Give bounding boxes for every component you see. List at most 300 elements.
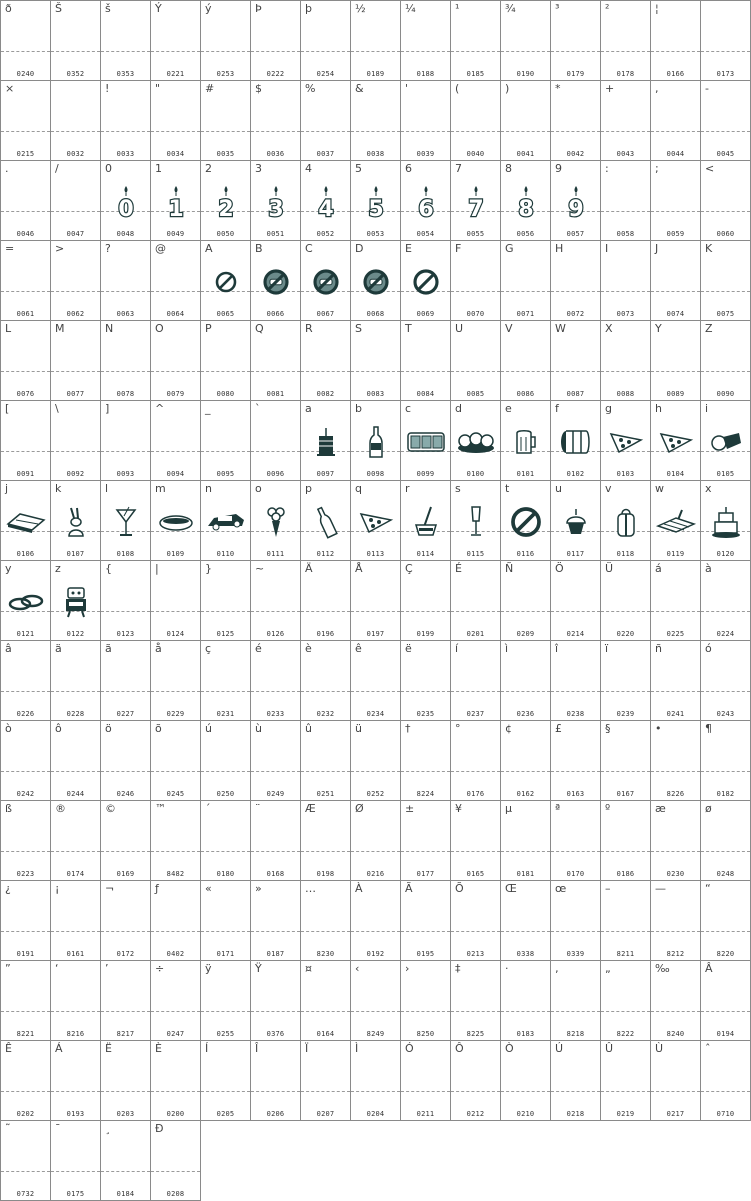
glyph-code-label: 0187 — [266, 950, 285, 958]
glyph-code-label: 0190 — [516, 70, 535, 78]
glyph-code-label: 0207 — [316, 1110, 335, 1118]
glyph-cell — [250, 160, 301, 241]
glyph-cell — [250, 800, 301, 881]
baseline-divider — [551, 691, 600, 692]
baseline-divider — [701, 1011, 750, 1012]
glyph-character-label: ç — [205, 642, 212, 655]
glyph-character-label: × — [5, 82, 15, 95]
glyph-cell — [600, 320, 651, 401]
glyph-cell — [250, 640, 301, 721]
glyph-character-label: Ñ — [505, 562, 514, 575]
glyph-cell — [0, 560, 51, 641]
glyph-code-label: 0110 — [216, 550, 235, 558]
glyph-code-label: 0095 — [216, 470, 235, 478]
glyph-character-label: . — [5, 162, 9, 175]
glyph-character-label: º — [605, 802, 611, 815]
glyph-character-label: ¢ — [505, 722, 512, 735]
glyph-code-label: 0242 — [16, 790, 35, 798]
glyph-character-label: y — [5, 562, 12, 575]
glyph-character-label: « — [205, 882, 212, 895]
baseline-divider — [651, 291, 700, 292]
glyph-character-label: “ — [705, 882, 711, 895]
baseline-divider — [1, 771, 50, 772]
glyph-character-label: ® — [55, 802, 66, 815]
glyph-code-label: 0217 — [666, 1110, 685, 1118]
glyph-code-label: 8482 — [166, 870, 185, 878]
glyph-character-label: ¤ — [305, 962, 312, 975]
glyph-character-label: … — [305, 882, 316, 895]
glyph-code-label: 0053 — [366, 230, 385, 238]
baseline-divider — [151, 691, 200, 692]
glyph-code-label: 0247 — [166, 1030, 185, 1038]
glyph-character-label: 1 — [155, 162, 162, 175]
glyph-code-label: 0178 — [616, 70, 635, 78]
glyph-character-label: ½ — [355, 2, 366, 15]
glyph-character-label: U — [455, 322, 464, 335]
glyph-character-label: P — [205, 322, 212, 335]
baseline-divider — [301, 371, 350, 372]
baseline-divider — [201, 691, 250, 692]
glyph-cell — [550, 720, 601, 801]
baseline-divider — [251, 371, 300, 372]
glyph-cell — [700, 560, 751, 641]
glyph-character-label: Í — [205, 1042, 209, 1055]
glyph-cell — [300, 1040, 351, 1121]
glyph-code-label: 0236 — [516, 710, 535, 718]
glyph-code-label: 0084 — [416, 390, 435, 398]
glyph-cell — [150, 640, 201, 721]
glyph-cell — [350, 480, 401, 561]
glyph-character-label: 0 — [105, 162, 112, 175]
baseline-divider — [51, 291, 100, 292]
glyph-character-label: Ú — [555, 1042, 564, 1055]
glyph-cell — [550, 400, 601, 481]
baseline-divider — [601, 1091, 650, 1092]
baseline-divider — [1, 131, 50, 132]
baseline-divider — [301, 931, 350, 932]
baseline-divider — [51, 451, 100, 452]
glyph-code-label: 0098 — [366, 470, 385, 478]
glyph-cell — [50, 640, 101, 721]
glyph-code-label: 0096 — [266, 470, 285, 478]
glyph-code-label: 0101 — [516, 470, 535, 478]
glyph-character-label: î — [555, 642, 559, 655]
champagne-glass-icon — [451, 501, 500, 543]
glyph-code-label: 0042 — [566, 150, 585, 158]
glyph-character-label: j — [5, 482, 9, 495]
baseline-divider — [301, 851, 350, 852]
glyph-code-label: 0076 — [16, 390, 35, 398]
glyph-character-label: Ö — [555, 562, 564, 575]
baseline-divider — [551, 611, 600, 612]
glyph-code-label: 0038 — [366, 150, 385, 158]
glyph-code-label: 0088 — [616, 390, 635, 398]
pizza-slice-icon — [651, 421, 700, 463]
glyph-code-label: 0248 — [716, 870, 735, 878]
baseline-divider — [551, 931, 600, 932]
glyph-character-label: M — [55, 322, 65, 335]
glyph-cell — [700, 640, 751, 721]
glyph-character-label: ø — [705, 802, 712, 815]
glyph-character-label: ê — [355, 642, 362, 655]
glyph-code-label: 0041 — [516, 150, 535, 158]
glyph-code-label: 0107 — [66, 550, 85, 558]
glyph-character-label: ¥ — [455, 802, 462, 815]
glyph-character-label: m — [155, 482, 166, 495]
glyph-code-label: 8221 — [16, 1030, 35, 1038]
baseline-divider — [351, 931, 400, 932]
glyph-cell — [550, 800, 601, 881]
baseline-divider — [1, 931, 50, 932]
glyph-character-label: ? — [105, 242, 111, 255]
baseline-divider — [601, 931, 650, 932]
glyph-cell — [400, 640, 451, 721]
baseline-divider — [501, 1011, 550, 1012]
baseline-divider — [451, 771, 500, 772]
glyph-cell — [200, 160, 251, 241]
glyph-cell — [500, 480, 551, 561]
baseline-divider — [301, 771, 350, 772]
glyph-character-label: » — [255, 882, 262, 895]
glyph-code-label: 0732 — [16, 1190, 35, 1198]
glyph-character-label: , — [655, 82, 659, 95]
glyph-cell — [150, 720, 201, 801]
glyph-cell — [350, 800, 401, 881]
baseline-divider — [51, 211, 100, 212]
candle-icon — [101, 181, 150, 223]
glyph-cell — [350, 640, 401, 721]
glyph-character-label: W — [555, 322, 566, 335]
candle-icon — [451, 181, 500, 223]
glyph-cell — [700, 320, 751, 401]
glyph-cell — [450, 880, 501, 961]
glyph-code-label: 0115 — [466, 550, 485, 558]
glyph-cell — [200, 640, 251, 721]
glyph-cell — [200, 0, 251, 81]
glyph-character-label: 8 — [505, 162, 512, 175]
glyph-character-label: ú — [205, 722, 212, 735]
glyph-cell — [50, 880, 101, 961]
glyph-character-label: % — [305, 82, 316, 95]
glyph-character-label: ô — [55, 722, 62, 735]
glyph-character-label: x — [705, 482, 712, 495]
glyph-character-label: _ — [205, 402, 211, 415]
glyph-code-label: 0225 — [666, 630, 685, 638]
glyph-cell — [650, 320, 701, 401]
glyph-character-label: ñ — [655, 642, 662, 655]
glyph-cell — [150, 0, 201, 81]
glyph-character-label: ù — [255, 722, 262, 735]
glyph-cell — [500, 0, 551, 81]
glyph-code-label: 0339 — [566, 950, 585, 958]
glyph-character-label: h — [655, 402, 662, 415]
rabbit-icon — [51, 501, 100, 543]
glyph-character-label: ^ — [155, 402, 165, 415]
baseline-divider — [651, 211, 700, 212]
glyph-code-label: 0181 — [516, 870, 535, 878]
glyph-cell — [500, 880, 551, 961]
glyph-cell — [650, 560, 701, 641]
glyph-cell — [150, 240, 201, 321]
baseline-divider — [701, 851, 750, 852]
glyph-cell — [650, 720, 701, 801]
glyph-cell — [0, 1040, 51, 1121]
glyph-code-label: 0094 — [166, 470, 185, 478]
glyph-code-label: 0097 — [316, 470, 335, 478]
glyph-character-label: ì — [505, 642, 509, 655]
glyph-character-label: ² — [605, 2, 610, 15]
glyph-cell — [300, 160, 351, 241]
glyph-character-label: n — [205, 482, 212, 495]
glyph-cell — [300, 880, 351, 961]
glyph-code-label: 0039 — [416, 150, 435, 158]
glyph-cell — [600, 480, 651, 561]
glyph-character-label: V — [505, 322, 513, 335]
glyph-code-label: 0119 — [666, 550, 685, 558]
glyph-code-label: 0052 — [316, 230, 335, 238]
glyph-code-label: 0203 — [116, 1110, 135, 1118]
glyph-code-label: 0167 — [616, 790, 635, 798]
glyph-cell — [300, 720, 351, 801]
baseline-divider — [601, 51, 650, 52]
glyph-code-label: 0230 — [666, 870, 685, 878]
glyph-character-label: R — [305, 322, 313, 335]
glyph-cell — [100, 400, 151, 481]
glyph-code-label: 0246 — [116, 790, 135, 798]
glyph-cell — [100, 880, 151, 961]
glyph-character-label: Q — [255, 322, 264, 335]
glyph-cell — [350, 1040, 401, 1121]
glyph-code-label: 0238 — [566, 710, 585, 718]
glyph-code-label: 0091 — [16, 470, 35, 478]
baseline-divider — [201, 931, 250, 932]
glyph-code-label: 0204 — [366, 1110, 385, 1118]
glyph-character-label: { — [105, 562, 112, 575]
glyph-code-label: 0161 — [66, 950, 85, 958]
glyph-code-label: 0222 — [266, 70, 285, 78]
baseline-divider — [101, 851, 150, 852]
baseline-divider — [651, 371, 700, 372]
glyph-code-label: 0047 — [66, 230, 85, 238]
glyph-character-label: Z — [705, 322, 713, 335]
glyph-cell — [650, 160, 701, 241]
glyph-character-label: t — [505, 482, 510, 495]
baseline-divider — [601, 851, 650, 852]
baseline-divider — [701, 51, 750, 52]
glyph-character-label: — — [655, 882, 666, 895]
glyph-cell — [150, 1120, 201, 1201]
baseline-divider — [301, 51, 350, 52]
baseline-divider — [451, 851, 500, 852]
glyph-cell — [550, 0, 601, 81]
glyph-cell — [300, 320, 351, 401]
glyph-code-label: 0044 — [666, 150, 685, 158]
baseline-divider — [551, 291, 600, 292]
glyph-code-label: 0086 — [516, 390, 535, 398]
glyph-character-label: þ — [305, 2, 312, 15]
glyph-code-label: 0069 — [416, 310, 435, 318]
glyph-code-label: 0164 — [316, 1030, 335, 1038]
baseline-divider — [251, 51, 300, 52]
glyph-code-label: 0074 — [666, 310, 685, 318]
baseline-divider — [201, 1091, 250, 1092]
glyph-code-label: 8217 — [116, 1030, 135, 1038]
glyph-code-label: 0175 — [66, 1190, 85, 1198]
baseline-divider — [101, 291, 150, 292]
glyph-cell — [500, 160, 551, 241]
glyph-cell — [550, 480, 601, 561]
baseline-divider — [501, 771, 550, 772]
baseline-divider — [701, 131, 750, 132]
baseline-divider — [1, 1091, 50, 1092]
svg-text:4: 4 — [317, 197, 334, 222]
glyph-character-label: Ò — [505, 1042, 514, 1055]
glyph-code-label: 8222 — [616, 1030, 635, 1038]
glyph-cell — [250, 480, 301, 561]
baseline-divider — [651, 131, 700, 132]
candle-icon — [401, 181, 450, 223]
glyph-character-label: È — [155, 1042, 162, 1055]
no-sign-filled-icon — [251, 261, 300, 303]
glyph-code-label: 0055 — [466, 230, 485, 238]
glyph-character-label: a — [305, 402, 312, 415]
glyph-character-label: ¯ — [55, 1122, 61, 1135]
glyph-cell — [500, 320, 551, 401]
glyph-character-label: Ð — [155, 1122, 164, 1135]
baseline-divider — [151, 931, 200, 932]
glyph-cell — [100, 0, 151, 81]
baseline-divider — [501, 931, 550, 932]
glyph-code-label: 0056 — [516, 230, 535, 238]
glyph-code-label: 0111 — [266, 550, 285, 558]
glyph-character-label: Ç — [405, 562, 413, 575]
glyph-cell — [300, 640, 351, 721]
glyph-cell — [600, 960, 651, 1041]
glyph-cell — [100, 480, 151, 561]
glyph-cell — [400, 160, 451, 241]
glyph-code-label: 0189 — [366, 70, 385, 78]
glyph-cell — [550, 240, 601, 321]
glyph-code-label: 0245 — [166, 790, 185, 798]
glyph-cell — [150, 160, 201, 241]
glyph-character-label: Þ — [255, 2, 262, 15]
baseline-divider — [601, 371, 650, 372]
glyph-code-label: 0051 — [266, 230, 285, 238]
glyph-cell — [550, 80, 601, 161]
baseline-divider — [351, 51, 400, 52]
glyph-character-label: L — [5, 322, 12, 335]
baseline-divider — [151, 131, 200, 132]
glyph-code-label: 0205 — [216, 1110, 235, 1118]
glyph-code-label: 0219 — [616, 1110, 635, 1118]
glyph-character-label: 3 — [255, 162, 262, 175]
glyph-character-label: Š — [55, 2, 62, 15]
glyph-code-label: 0126 — [266, 630, 285, 638]
glyph-character-label: X — [605, 322, 613, 335]
glyph-code-label: 0233 — [266, 710, 285, 718]
glyph-code-label: 8250 — [416, 1030, 435, 1038]
baseline-divider — [151, 1091, 200, 1092]
glyph-code-label: 0402 — [166, 950, 185, 958]
baseline-divider — [151, 771, 200, 772]
glyph-cell — [50, 0, 101, 81]
glyph-cell — [600, 80, 651, 161]
glyph-cell — [250, 0, 301, 81]
glyph-code-label: 0214 — [566, 630, 585, 638]
glyph-cell — [450, 0, 501, 81]
baseline-divider — [701, 371, 750, 372]
baseline-divider — [151, 451, 200, 452]
glyph-character-label: Æ — [305, 802, 316, 815]
glyph-cell — [350, 880, 401, 961]
baseline-divider — [1, 51, 50, 52]
glyph-character-label: D — [355, 242, 364, 255]
baseline-divider — [251, 131, 300, 132]
glyph-character-label: Ù — [655, 1042, 664, 1055]
baseline-divider — [401, 691, 450, 692]
glyph-code-label: 0224 — [716, 630, 735, 638]
baseline-divider — [301, 131, 350, 132]
baseline-divider — [501, 851, 550, 852]
glyph-code-label: 0077 — [66, 390, 85, 398]
glyph-character-label: ã — [105, 642, 112, 655]
glyph-cell — [150, 960, 201, 1041]
baseline-divider — [351, 691, 400, 692]
glyph-cell — [700, 400, 751, 481]
glyph-character-label: F — [455, 242, 462, 255]
glyph-code-label: 0108 — [116, 550, 135, 558]
glyph-code-label: 0195 — [416, 950, 435, 958]
hotdog-icon — [151, 501, 200, 543]
glyph-character-label: N — [105, 322, 114, 335]
glyph-character-label: ü — [355, 722, 362, 735]
glyph-code-label: 0174 — [66, 870, 85, 878]
glyph-cell — [0, 880, 51, 961]
glyph-cell — [350, 240, 401, 321]
glyph-cell — [200, 720, 251, 801]
glyph-cell — [0, 800, 51, 881]
glyph-character-label: í — [455, 642, 459, 655]
baseline-divider — [151, 371, 200, 372]
baseline-divider — [701, 691, 750, 692]
no-sign-filled-icon — [301, 261, 350, 303]
glyph-character-label: ƒ — [155, 882, 159, 895]
glyph-character-label: ª — [555, 802, 561, 815]
cake-slice-icon — [301, 421, 350, 463]
glyph-code-label: 0241 — [666, 710, 685, 718]
glyph-code-label: 0211 — [416, 1110, 435, 1118]
glyph-cell — [500, 560, 551, 641]
glyph-cell — [400, 880, 451, 961]
baseline-divider — [501, 131, 550, 132]
baseline-divider — [151, 51, 200, 52]
baseline-divider — [501, 691, 550, 692]
svg-text:7: 7 — [467, 197, 484, 222]
glyph-code-label: 0057 — [566, 230, 585, 238]
glyph-code-label: 0121 — [16, 630, 35, 638]
glyph-character-label: " — [155, 82, 161, 95]
baseline-divider — [101, 691, 150, 692]
baseline-divider — [101, 1091, 150, 1092]
glyph-code-label: 0254 — [316, 70, 335, 78]
baseline-divider — [701, 611, 750, 612]
glyph-cell — [0, 480, 51, 561]
glyph-code-label: 0059 — [666, 230, 685, 238]
glyph-code-label: 0252 — [366, 790, 385, 798]
car-icon — [201, 501, 250, 543]
glyph-cell — [200, 560, 251, 641]
baseline-divider — [351, 771, 400, 772]
